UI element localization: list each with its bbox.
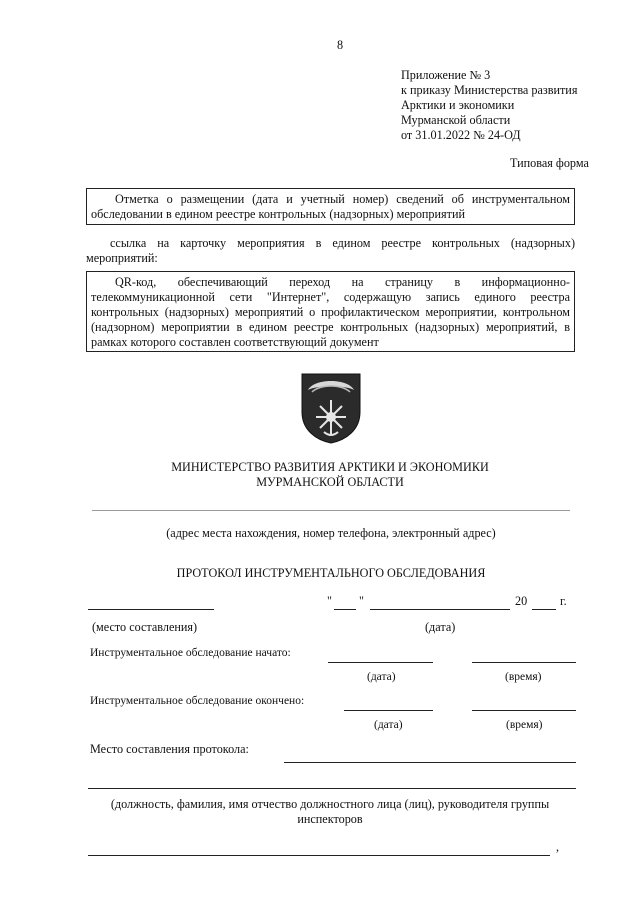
page-number: 8 [337,38,344,52]
ended-date-caption: (дата) [374,719,403,731]
quote-close: " [359,594,364,608]
appendix-line: Арктики и экономики [401,98,515,112]
appendix-line: от 31.01.2022 № 24-ОД [401,128,521,142]
ended-date-line[interactable] [344,710,433,711]
appendix-line: Мурманской области [401,113,511,127]
form-type-label: Типовая форма [510,156,589,170]
address-hint: (адрес места нахождения, номер телефона, электронный адрес) [166,526,496,540]
protocol-place-line[interactable] [284,762,576,763]
protocol-place-line-2[interactable] [88,788,576,789]
protocol-title: ПРОТОКОЛ ИНСТРУМЕНТАЛЬНОГО ОБСЛЕДОВАНИЯ [176,566,486,580]
placement-box: Отметка о размещении (дата и учетный номер) сведений об инструментальном обследовании в едином реестре контрольных (надзорных) мероприятий [86,188,575,225]
place-hint: (место составления) [92,620,198,634]
year-field-line[interactable] [532,609,556,610]
started-time-caption: (время) [505,671,542,683]
quote-open: " [327,594,332,608]
ended-time-line[interactable] [472,710,576,711]
ministry-line: МУРМАНСКОЙ ОБЛАСТИ [256,475,404,489]
place-field-line[interactable] [88,609,214,610]
official-name-line[interactable] [88,855,550,856]
registry-link-label: ссылка на карточку мероприятия в едином реестре контрольных (надзорных) мероприятий: [86,236,575,265]
started-date-line[interactable] [328,662,433,663]
ministry-name [100,460,560,490]
day-field-line[interactable] [334,609,356,610]
ended-label: Инструментальное обследование окончено: [90,695,305,707]
ended-time-caption: (время) [506,719,543,731]
started-label: Инструментальное обследование начато: [90,647,291,659]
started-date-caption: (дата) [367,671,396,683]
appendix-block [401,68,621,143]
address-line [92,510,570,511]
coat-of-arms-icon [300,372,362,444]
month-field-line[interactable] [370,609,510,610]
official-hint: (должность, фамилия, имя отчество должностного лица (лиц), руководителя группы инспекторов [110,797,550,826]
date-hint: (дата) [425,620,456,634]
started-time-line[interactable] [472,662,576,663]
appendix-line: Приложение № 3 [401,68,491,82]
qr-code-box: QR-код, обеспечивающий переход на страницу в информационно-телекоммуникационной сети "Интернет", содержащую запись единого реестра контрольных (надзорных) мероприятий о профилактическом мероприятии, контрольном (надзорном) мероприятии в едином реестре контрольных (надзорных) мероприятий, в рамках которого составлен соответствующий документ [86,271,575,352]
ministry-line: МИНИСТЕРСТВО РАЗВИТИЯ АРКТИКИ И ЭКОНОМИКИ [171,460,489,474]
trailing-comma: , [556,840,560,854]
protocol-place-label: Место составления протокола: [90,742,249,756]
appendix-line: к приказу Министерства развития [401,83,578,97]
year-prefix: 20 [515,594,528,608]
year-suffix: г. [560,594,567,608]
